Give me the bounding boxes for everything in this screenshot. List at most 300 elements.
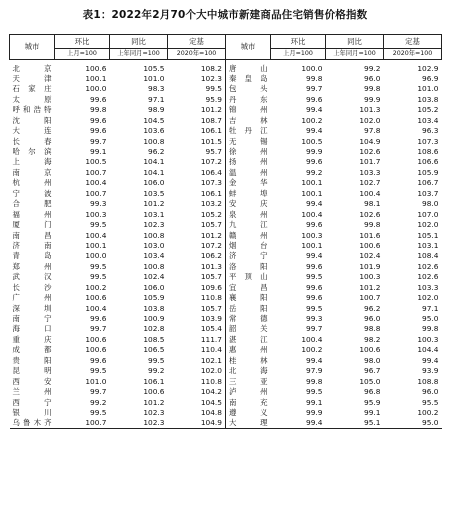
city-name: 厦门	[12, 220, 52, 230]
table-row	[10, 84, 442, 94]
mom-value: 100.2	[85, 282, 107, 292]
fixed-value: 105.9	[417, 167, 439, 177]
yoy-value: 101.2	[359, 282, 381, 292]
mom-value: 100.2	[301, 345, 323, 355]
city-name: 惠州	[226, 345, 271, 355]
yoy-value: 99.5	[148, 355, 165, 365]
mom-value: 100.3	[301, 230, 323, 240]
yoy-value: 95.1	[326, 418, 384, 429]
mom-value: 100.1	[301, 240, 323, 250]
fixed-value: 105.4	[200, 324, 222, 334]
table-body	[10, 60, 442, 429]
yoy-value: 99.2	[148, 366, 165, 376]
mom-value: 99.5	[90, 220, 107, 230]
table-row	[10, 199, 442, 209]
fixed-value: 107.2	[200, 240, 222, 250]
yoy-value: 102.0	[359, 115, 381, 125]
fixed-value: 101.3	[200, 261, 222, 271]
mom-value: 100.6	[85, 334, 107, 344]
yoy-value: 95.9	[364, 397, 381, 407]
header-mom: 环比	[55, 35, 110, 49]
mom-value: 99.7	[306, 324, 323, 334]
fixed-value: 101.0	[417, 84, 439, 94]
table-row	[10, 188, 442, 198]
fixed-value: 99.5	[205, 84, 222, 94]
table-row	[10, 230, 442, 240]
yoy-value: 98.9	[148, 105, 165, 115]
yoy-value: 102.6	[359, 147, 381, 157]
mom-value: 100.4	[85, 303, 107, 313]
city-name: 北京	[12, 63, 52, 73]
yoy-value: 100.6	[359, 240, 381, 250]
yoy-value: 102.7	[359, 178, 381, 188]
fixed-value: 108.7	[200, 115, 222, 125]
mom-value: 99.5	[90, 272, 107, 282]
table-row	[10, 147, 442, 157]
city-name: 沈阳	[12, 115, 52, 125]
fixed-value: 105.7	[200, 272, 222, 282]
city-name: 岳阳	[226, 303, 271, 313]
table-row	[10, 355, 442, 365]
table-title: 表1：2022年2月70个大中城市新建商品住宅销售价格指数	[82, 9, 368, 21]
mom-value: 99.9	[306, 147, 323, 157]
mom-value: 99.5	[90, 261, 107, 271]
mom-value: 99.4	[271, 418, 326, 429]
fixed-value: 104.9	[168, 418, 226, 429]
yoy-value: 106.0	[143, 282, 165, 292]
fixed-value: 109.6	[200, 282, 222, 292]
city-name: 九江	[226, 220, 271, 230]
mom-value: 99.2	[90, 397, 107, 407]
table-row	[10, 366, 442, 376]
header-row	[10, 35, 442, 49]
mom-value: 99.5	[306, 387, 323, 397]
city-name: 重庆	[12, 334, 52, 344]
yoy-value: 98.8	[364, 324, 381, 334]
yoy-value: 100.3	[359, 272, 381, 282]
table-row	[10, 240, 442, 250]
city-name: 锦州	[226, 105, 271, 115]
table-row	[10, 157, 442, 167]
mom-value: 100.6	[85, 345, 107, 355]
fixed-value: 96.3	[422, 126, 439, 136]
yoy-value: 100.7	[359, 293, 381, 303]
city-name: 昆明	[12, 366, 52, 376]
subheader-fixed: 2020年=100	[168, 49, 226, 60]
city-name: 平顶山	[226, 272, 271, 282]
table-row	[10, 60, 442, 74]
yoy-value: 98.2	[364, 334, 381, 344]
city-name: 牡丹江	[226, 126, 271, 136]
mom-value: 100.6	[85, 63, 107, 73]
mom-value: 99.3	[306, 314, 323, 324]
mom-value: 99.6	[306, 282, 323, 292]
yoy-value: 96.0	[364, 73, 381, 83]
table-row	[10, 387, 442, 397]
yoy-value: 100.6	[143, 387, 165, 397]
mom-value: 99.4	[306, 199, 323, 209]
mom-value: 99.5	[90, 366, 107, 376]
mom-value: 99.6	[306, 157, 323, 167]
city-name: 杭州	[12, 178, 52, 188]
fixed-value: 105.1	[417, 230, 439, 240]
fixed-value: 110.8	[200, 293, 222, 303]
fixed-value: 103.1	[417, 240, 439, 250]
city-name: 遵义	[226, 407, 271, 417]
yoy-value: 100.4	[359, 188, 381, 198]
yoy-value: 101.2	[143, 397, 165, 407]
header-yoy: 同比	[110, 35, 168, 49]
fixed-value: 96.9	[422, 73, 439, 83]
fixed-value: 105.2	[417, 105, 439, 115]
mom-value: 99.5	[306, 303, 323, 313]
city-name: 韶关	[226, 324, 271, 334]
fixed-value: 106.2	[200, 251, 222, 261]
mom-value: 99.6	[90, 355, 107, 365]
city-name: 深圳	[12, 303, 52, 313]
yoy-value: 105.9	[143, 293, 165, 303]
city-name: 徐州	[226, 147, 271, 157]
table-row	[10, 334, 442, 344]
subheader-yoy: 上年同月=100	[326, 49, 384, 60]
yoy-value: 96.2	[364, 303, 381, 313]
city-name: 哈尔滨	[12, 147, 52, 157]
fixed-value: 104.2	[200, 387, 222, 397]
fixed-value: 106.1	[200, 188, 222, 198]
yoy-value: 103.0	[143, 240, 165, 250]
mom-value: 100.4	[85, 178, 107, 188]
subheader-mom: 上月=100	[271, 49, 326, 60]
mom-value: 99.8	[306, 376, 323, 386]
mom-value: 100.0	[85, 251, 107, 261]
city-name: 西安	[12, 376, 52, 386]
yoy-value: 102.4	[359, 251, 381, 261]
yoy-value: 104.5	[143, 115, 165, 125]
table-row	[10, 126, 442, 136]
city-name: 银川	[12, 407, 52, 417]
table-row	[10, 220, 442, 230]
fixed-value: 102.9	[417, 63, 439, 73]
city-name: 武汉	[12, 272, 52, 282]
mom-value: 100.1	[301, 188, 323, 198]
fixed-value: 108.6	[417, 147, 439, 157]
yoy-value: 103.6	[143, 126, 165, 136]
table-row	[10, 115, 442, 125]
city-name: 三亚	[226, 376, 271, 386]
yoy-value: 100.8	[143, 136, 165, 146]
yoy-value: 102.3	[110, 418, 168, 429]
mom-value: 100.7	[85, 167, 107, 177]
yoy-value: 102.8	[143, 324, 165, 334]
fixed-value: 102.0	[417, 293, 439, 303]
table-row	[10, 282, 442, 292]
mom-value: 99.6	[306, 220, 323, 230]
mom-value: 99.6	[90, 126, 107, 136]
fixed-value: 95.0	[422, 314, 439, 324]
mom-value: 99.6	[90, 314, 107, 324]
fixed-value: 102.0	[417, 220, 439, 230]
city-name: 大连	[12, 126, 52, 136]
fixed-value: 101.5	[200, 136, 222, 146]
fixed-value: 102.0	[200, 366, 222, 376]
yoy-value: 105.5	[143, 63, 165, 73]
fixed-value: 95.0	[384, 418, 442, 429]
yoy-value: 103.8	[143, 303, 165, 313]
fixed-value: 107.2	[200, 157, 222, 167]
fixed-value: 105.7	[200, 220, 222, 230]
city-name: 石家庄	[12, 84, 52, 94]
mom-value: 99.8	[90, 105, 107, 115]
fixed-value: 103.4	[417, 115, 439, 125]
fixed-value: 103.8	[417, 94, 439, 104]
table-row	[10, 345, 442, 355]
mom-value: 101.0	[85, 376, 107, 386]
city-name: 金华	[226, 178, 271, 188]
mom-value: 100.7	[85, 188, 107, 198]
table-row	[10, 251, 442, 261]
fixed-value: 110.8	[200, 376, 222, 386]
mom-value: 100.0	[301, 63, 323, 73]
table-row	[10, 136, 442, 146]
city-name: 广州	[12, 293, 52, 303]
yoy-value: 96.2	[148, 147, 165, 157]
city-name: 上海	[12, 157, 52, 167]
mom-value: 99.6	[90, 115, 107, 125]
city-name: 呼和浩特	[12, 105, 52, 115]
yoy-value: 102.6	[359, 209, 381, 219]
city-name: 扬州	[226, 157, 271, 167]
yoy-value: 98.0	[364, 355, 381, 365]
yoy-value: 99.2	[364, 63, 381, 73]
yoy-value: 104.1	[143, 167, 165, 177]
city-name: 郑州	[12, 261, 52, 271]
yoy-value: 104.9	[359, 136, 381, 146]
yoy-value: 102.4	[143, 272, 165, 282]
fixed-value: 105.2	[200, 209, 222, 219]
mom-value: 99.6	[306, 293, 323, 303]
city-name: 湛江	[226, 334, 271, 344]
fixed-value: 105.7	[200, 303, 222, 313]
city-name: 丹东	[226, 94, 271, 104]
yoy-value: 100.6	[359, 345, 381, 355]
yoy-value: 96.8	[364, 387, 381, 397]
yoy-value: 96.7	[364, 366, 381, 376]
city-name: 秦皇岛	[226, 73, 271, 83]
city-name: 蚌埠	[226, 188, 271, 198]
mom-value: 99.2	[306, 167, 323, 177]
yoy-value: 97.1	[148, 94, 165, 104]
city-name: 襄阳	[226, 293, 271, 303]
header-fixed: 定基	[384, 35, 442, 49]
header-mom: 环比	[271, 35, 326, 49]
mom-value: 100.7	[55, 418, 110, 429]
subheader-fixed: 2020年=100	[384, 49, 442, 60]
city-name: 济南	[12, 240, 52, 250]
fixed-value: 100.3	[417, 334, 439, 344]
yoy-value: 102.3	[143, 407, 165, 417]
fixed-value: 93.9	[422, 366, 439, 376]
yoy-value: 106.0	[143, 178, 165, 188]
fixed-value: 103.3	[417, 282, 439, 292]
mom-value: 99.8	[306, 73, 323, 83]
fixed-value: 107.0	[417, 209, 439, 219]
header-yoy: 同比	[326, 35, 384, 49]
city-name: 乌鲁木齐	[10, 418, 55, 429]
yoy-value: 104.1	[143, 157, 165, 167]
fixed-value: 103.2	[200, 199, 222, 209]
city-name: 福州	[12, 209, 52, 219]
city-name: 贵阳	[12, 355, 52, 365]
city-name: 长沙	[12, 282, 52, 292]
mom-value: 100.3	[85, 209, 107, 219]
fixed-value: 108.8	[417, 376, 439, 386]
fixed-value: 102.1	[200, 355, 222, 365]
city-name: 南京	[12, 167, 52, 177]
fixed-value: 101.2	[200, 230, 222, 240]
yoy-value: 98.1	[364, 199, 381, 209]
city-name: 成都	[12, 345, 52, 355]
city-name: 青岛	[12, 251, 52, 261]
mom-value: 100.2	[301, 115, 323, 125]
mom-value: 100.4	[301, 209, 323, 219]
mom-value: 99.6	[90, 94, 107, 104]
city-name: 大理	[226, 418, 271, 429]
city-name: 温州	[226, 167, 271, 177]
fixed-value: 102.6	[417, 272, 439, 282]
table-row	[10, 272, 442, 282]
yoy-value: 108.5	[143, 334, 165, 344]
city-name: 合肥	[12, 199, 52, 209]
yoy-value: 106.1	[143, 376, 165, 386]
fixed-value: 98.0	[422, 199, 439, 209]
city-name: 唐山	[226, 60, 271, 74]
city-name: 包头	[226, 84, 271, 94]
city-name: 海口	[12, 324, 52, 334]
mom-value: 99.9	[306, 407, 323, 417]
mom-value: 99.4	[306, 355, 323, 365]
city-name: 无锡	[226, 136, 271, 146]
city-name: 太原	[12, 94, 52, 104]
mom-value: 100.6	[85, 293, 107, 303]
fixed-value: 102.6	[417, 261, 439, 271]
city-name: 安庆	[226, 199, 271, 209]
city-name: 南昌	[12, 230, 52, 240]
city-name: 宜昌	[226, 282, 271, 292]
table-row	[10, 261, 442, 271]
fixed-value: 95.7	[205, 147, 222, 157]
table-row	[10, 314, 442, 324]
fixed-value: 95.5	[422, 397, 439, 407]
fixed-value: 100.2	[417, 407, 439, 417]
mom-value: 99.7	[90, 136, 107, 146]
city-name: 桂林	[226, 355, 271, 365]
yoy-value: 100.8	[143, 261, 165, 271]
fixed-value: 106.4	[200, 167, 222, 177]
yoy-value: 101.7	[359, 157, 381, 167]
yoy-value: 100.8	[143, 230, 165, 240]
fixed-value: 111.7	[200, 334, 222, 344]
mom-value: 100.1	[85, 73, 107, 83]
yoy-value: 103.3	[359, 167, 381, 177]
yoy-value: 103.5	[143, 188, 165, 198]
mom-value: 100.1	[85, 240, 107, 250]
city-name: 西宁	[12, 397, 52, 407]
yoy-value: 105.0	[359, 376, 381, 386]
mom-value: 100.5	[301, 136, 323, 146]
fixed-value: 101.2	[200, 105, 222, 115]
table-row	[10, 376, 442, 386]
city-name: 兰州	[12, 387, 52, 397]
yoy-value: 101.2	[143, 199, 165, 209]
fixed-value: 106.6	[417, 157, 439, 167]
fixed-value: 104.5	[200, 397, 222, 407]
mom-value: 99.4	[306, 105, 323, 115]
fixed-value: 107.3	[200, 178, 222, 188]
yoy-value: 103.1	[143, 209, 165, 219]
fixed-value: 104.4	[417, 345, 439, 355]
mom-value: 100.1	[301, 178, 323, 188]
mom-value: 100.0	[85, 84, 107, 94]
fixed-value: 106.7	[417, 178, 439, 188]
fixed-value: 104.8	[200, 407, 222, 417]
city-name: 烟台	[226, 240, 271, 250]
mom-value: 100.4	[85, 230, 107, 240]
yoy-value: 103.4	[143, 251, 165, 261]
price-index-table	[9, 34, 442, 429]
yoy-value: 97.8	[364, 126, 381, 136]
yoy-value: 96.0	[364, 314, 381, 324]
yoy-value: 106.5	[143, 345, 165, 355]
header-city: 城市	[226, 35, 271, 60]
city-name: 南充	[226, 397, 271, 407]
subheader-mom: 上月=100	[55, 49, 110, 60]
fixed-value: 106.1	[200, 126, 222, 136]
city-name: 济宁	[226, 251, 271, 261]
yoy-value: 102.3	[143, 220, 165, 230]
mom-value: 99.6	[306, 94, 323, 104]
fixed-value: 108.2	[200, 63, 222, 73]
table-row	[10, 167, 442, 177]
table-row	[10, 324, 442, 334]
city-name: 吉林	[226, 115, 271, 125]
yoy-value: 99.8	[364, 84, 381, 94]
yoy-value: 101.3	[359, 105, 381, 115]
table-row	[10, 105, 442, 115]
fixed-value: 99.8	[422, 324, 439, 334]
yoy-value: 101.0	[143, 73, 165, 83]
table-row	[10, 178, 442, 188]
fixed-value: 99.4	[422, 355, 439, 365]
city-name: 赣州	[226, 230, 271, 240]
table-row	[10, 397, 442, 407]
city-name: 天津	[12, 73, 52, 83]
mom-value: 97.9	[306, 366, 323, 376]
table-row	[10, 209, 442, 219]
city-name: 北海	[226, 366, 271, 376]
mom-value: 99.3	[90, 199, 107, 209]
yoy-value: 101.9	[359, 261, 381, 271]
fixed-value: 110.4	[200, 345, 222, 355]
fixed-value: 103.9	[200, 314, 222, 324]
fixed-value: 97.1	[422, 303, 439, 313]
mom-value: 99.5	[306, 272, 323, 282]
city-name: 宁波	[12, 188, 52, 198]
header-fixed: 定基	[168, 35, 226, 49]
yoy-value: 99.1	[364, 407, 381, 417]
city-name: 泉州	[226, 209, 271, 219]
fixed-value: 107.3	[417, 136, 439, 146]
city-name: 南宁	[12, 314, 52, 324]
